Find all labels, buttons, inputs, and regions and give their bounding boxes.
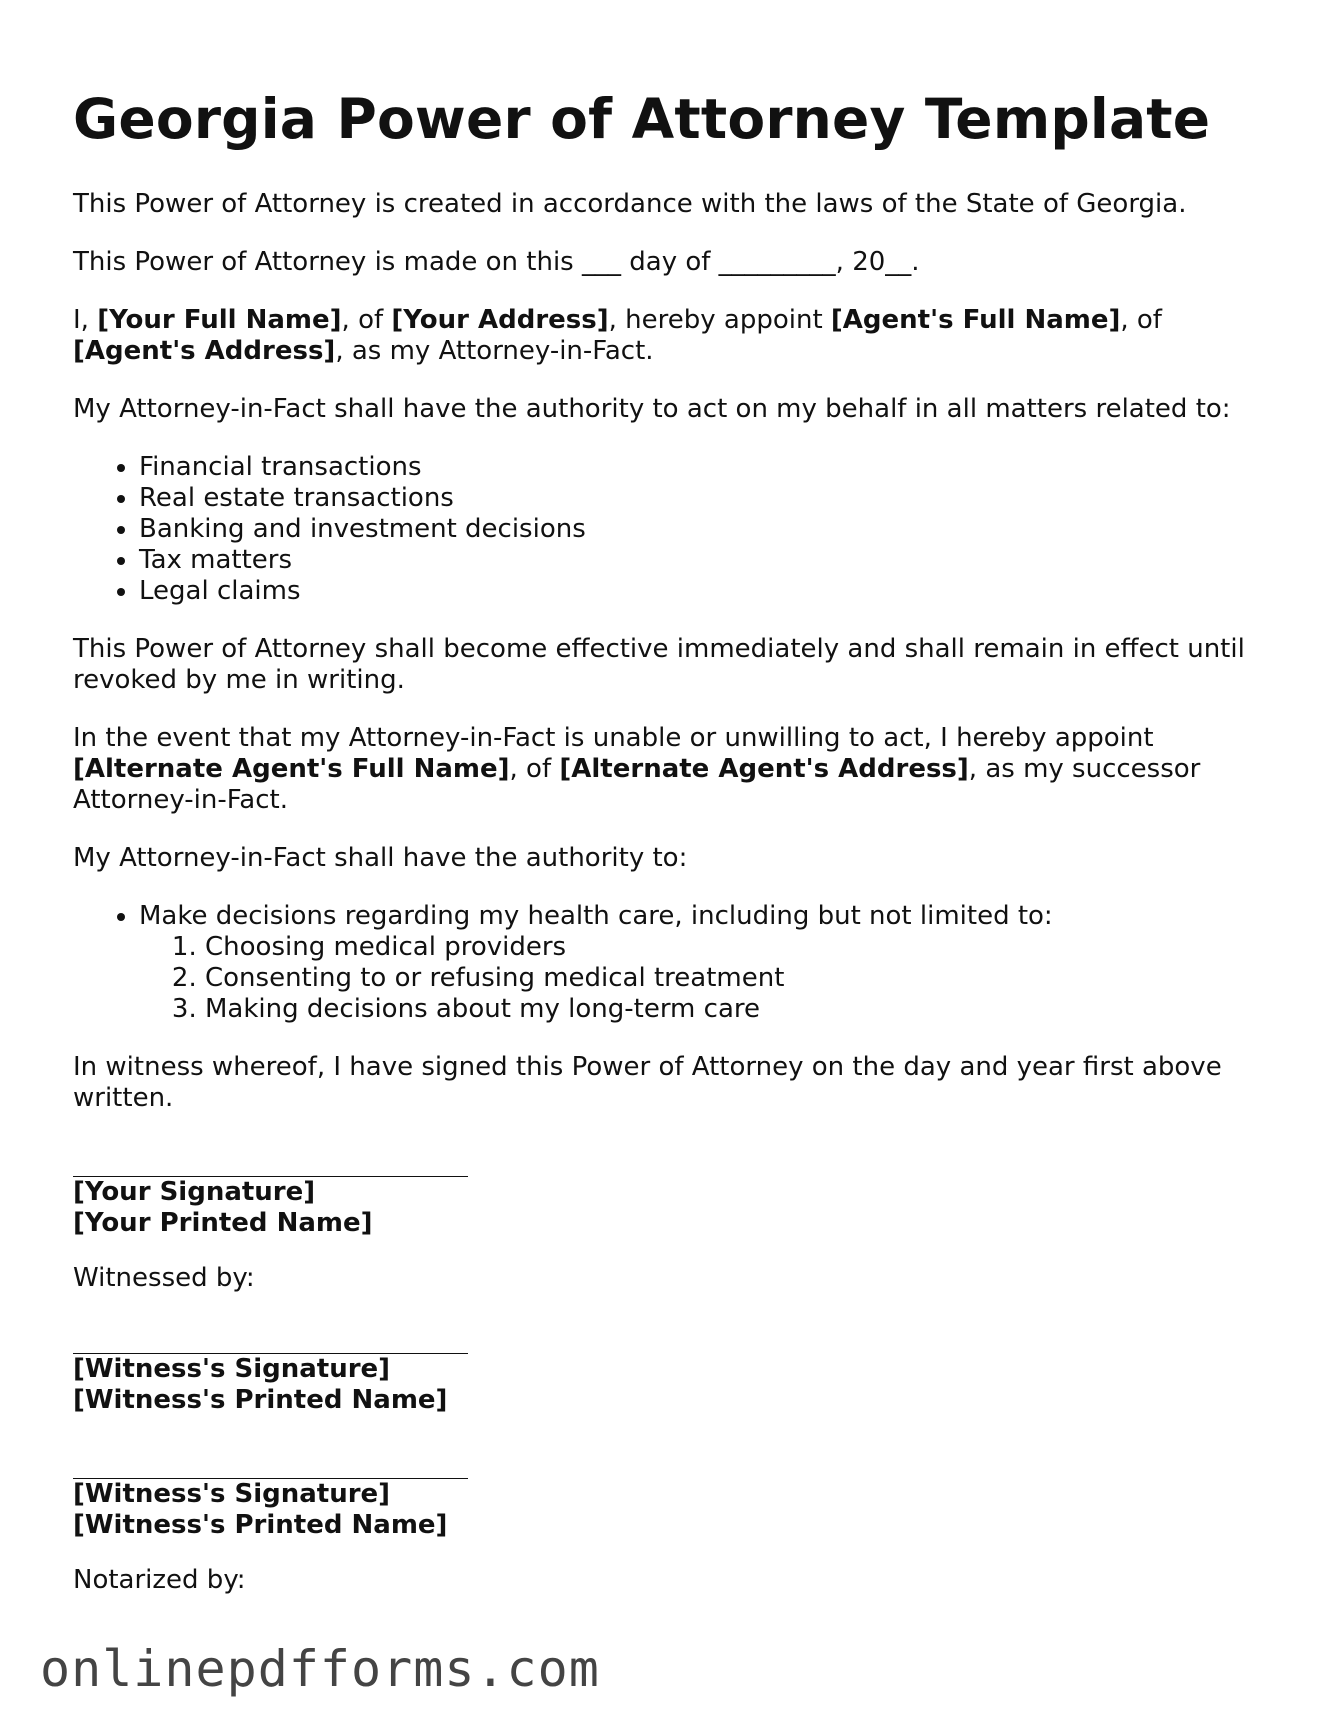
authority-intro: My Attorney-in-Fact shall have the authority to act on my behalf in all matters related to:: [73, 394, 1231, 425]
health-list: [73, 901, 1273, 1025]
witness-signature-block: [73, 1457, 1273, 1541]
appointment-paragraph: I, [Your Full Name], of [Your Address], hereby appoint [Agent's Full Name], of [Agent's Address], as my Attorney-in-Fact.: [73, 305, 1162, 367]
printed-name-placeholder: [Your Printed Name]: [73, 1208, 373, 1239]
document-page: [73, 88, 1273, 1623]
list-item: • Legal claims: [139, 576, 1273, 607]
date-line: This Power of Attorney is made on this ___ day of _________, 20__.: [73, 247, 920, 278]
successor-paragraph: In the event that my Attorney-in-Fact is unable or unwilling to act, I hereby appoint [Alternate Agent's Full Name], of [Alternate Agent's Address], as my successor Attorney-in-Fact.: [73, 723, 1201, 816]
alternate-address-placeholder: [Alternate Agent's Address]: [559, 754, 969, 785]
witnessed-by-label: Witnessed by:: [73, 1263, 255, 1294]
signer-signature-block: [73, 1155, 1273, 1239]
health-sublist: [139, 932, 1273, 1025]
signature-placeholder: [Your Signature]: [73, 1177, 316, 1208]
printed-name-placeholder: [Witness's Printed Name]: [73, 1385, 448, 1416]
notarized-by-label: Notarized by:: [73, 1565, 246, 1596]
page-title: Georgia Power of Attorney Template: [73, 87, 1211, 151]
your-name-placeholder: [Your Full Name]: [97, 305, 342, 336]
signature-placeholder: [Witness's Signature]: [73, 1354, 391, 1385]
health-intro: My Attorney-in-Fact shall have the authority to:: [73, 843, 688, 874]
list-item: • Financial transactions: [139, 452, 1273, 483]
intro-paragraph: This Power of Attorney is created in accordance with the laws of the State of Georgia.: [73, 189, 1187, 220]
authority-list: [73, 452, 1273, 607]
list-item: • Tax matters: [139, 545, 1273, 576]
list-item: 2. Consenting to or refusing medical treatment: [205, 963, 1273, 994]
watermark: onlinepdfforms.com: [40, 1640, 600, 1698]
agent-address-placeholder: [Agent's Address]: [73, 336, 336, 367]
signature-line: [73, 1457, 468, 1479]
signature-line: [73, 1155, 468, 1177]
list-item: 3. Making decisions about my long-term care: [205, 994, 1273, 1025]
alternate-name-placeholder: [Alternate Agent's Full Name]: [73, 754, 510, 785]
witness-signature-block: [73, 1332, 1273, 1416]
list-item: • Banking and investment decisions: [139, 514, 1273, 545]
witness-whereof-paragraph: In witness whereof, I have signed this Power of Attorney on the day and year first above written.: [73, 1052, 1222, 1114]
effective-paragraph: This Power of Attorney shall become effective immediately and shall remain in effect until revoked by me in writing.: [73, 634, 1245, 696]
printed-name-placeholder: [Witness's Printed Name]: [73, 1510, 448, 1541]
agent-name-placeholder: [Agent's Full Name]: [830, 305, 1121, 336]
list-item: • Make decisions regarding my health care, including but not limited to: 1. Choosing medical providers 2. Consenting to or refusing medical treatment 3. Making decisions about my long-term care: [139, 901, 1273, 1025]
list-item: 1. Choosing medical providers: [205, 932, 1273, 963]
your-address-placeholder: [Your Address]: [391, 305, 609, 336]
list-item: • Real estate transactions: [139, 483, 1273, 514]
signature-line: [73, 1332, 468, 1354]
signature-placeholder: [Witness's Signature]: [73, 1479, 391, 1510]
